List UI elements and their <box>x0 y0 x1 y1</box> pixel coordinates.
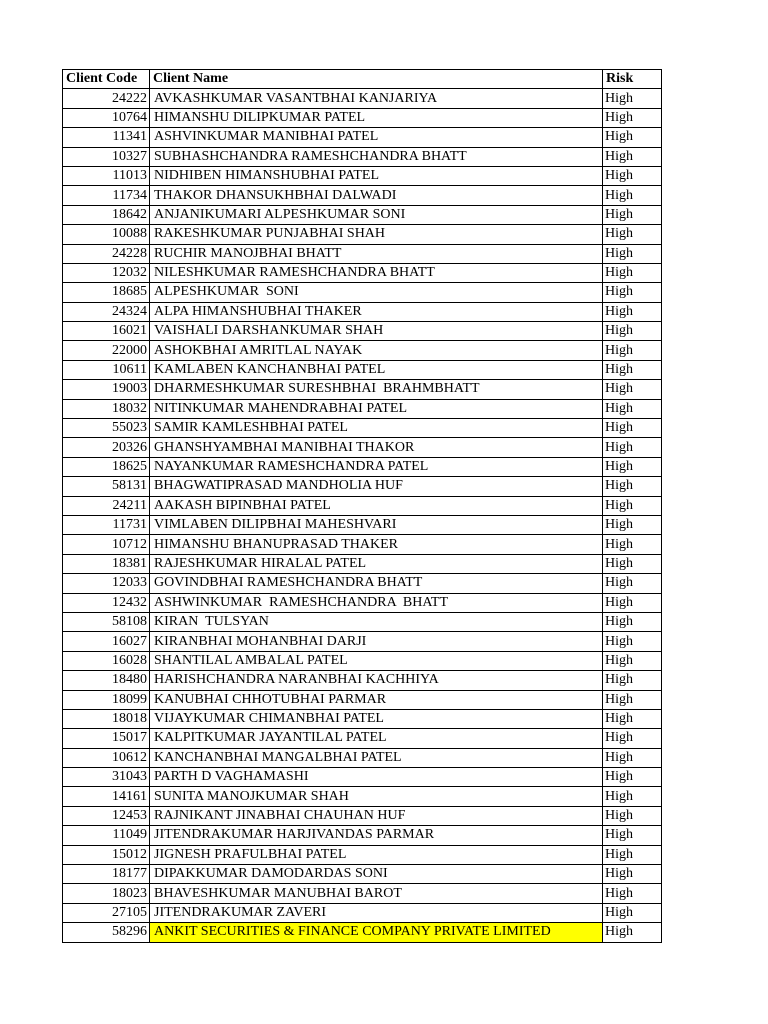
table-row <box>63 865 662 884</box>
risk-cell: High <box>603 477 662 496</box>
client-name-cell: AAKASH BIPINBHAI PATEL <box>150 496 603 515</box>
client-name-cell: NITINKUMAR MAHENDRABHAI PATEL <box>150 399 603 418</box>
table-row <box>63 806 662 825</box>
client-name-cell: PARTH D VAGHAMASHI <box>150 768 603 787</box>
table-row <box>63 322 662 341</box>
client-name-cell: AVKASHKUMAR VASANTBHAI KANJARIYA <box>150 89 603 108</box>
client-name-cell: ANKIT SECURITIES & FINANCE COMPANY PRIVATE LIMITED <box>150 923 603 942</box>
risk-cell: High <box>603 438 662 457</box>
client-name-cell: BHAGWATIPRASAD MANDHOLIA HUF <box>150 477 603 496</box>
table-row <box>63 826 662 845</box>
column-header-risk: Risk <box>603 70 662 89</box>
client-code-cell: 27105 <box>63 903 150 922</box>
risk-cell: High <box>603 147 662 166</box>
risk-cell: High <box>603 89 662 108</box>
table-row <box>63 593 662 612</box>
client-code-cell: 18023 <box>63 884 150 903</box>
table-row <box>63 477 662 496</box>
client-name-cell: NIDHIBEN HIMANSHUBHAI PATEL <box>150 166 603 185</box>
client-code-cell: 24222 <box>63 89 150 108</box>
client-name-cell: SUNITA MANOJKUMAR SHAH <box>150 787 603 806</box>
client-name-cell: GHANSHYAMBHAI MANIBHAI THAKOR <box>150 438 603 457</box>
risk-cell: High <box>603 768 662 787</box>
client-name-cell: DHARMESHKUMAR SURESHBHAI BRAHMBHATT <box>150 380 603 399</box>
client-name-cell: DIPAKKUMAR DAMODARDAS SONI <box>150 865 603 884</box>
header-row <box>63 70 662 89</box>
client-code-cell: 12432 <box>63 593 150 612</box>
client-code-cell: 16021 <box>63 322 150 341</box>
table-row <box>63 515 662 534</box>
risk-cell: High <box>603 186 662 205</box>
risk-cell: High <box>603 865 662 884</box>
client-code-cell: 18381 <box>63 554 150 573</box>
risk-cell: High <box>603 923 662 942</box>
client-code-cell: 15012 <box>63 845 150 864</box>
risk-cell: High <box>603 554 662 573</box>
client-code-cell: 24228 <box>63 244 150 263</box>
risk-cell: High <box>603 360 662 379</box>
table-row <box>63 399 662 418</box>
table-row <box>63 496 662 515</box>
client-code-cell: 12453 <box>63 806 150 825</box>
client-code-cell: 11013 <box>63 166 150 185</box>
client-name-cell: SAMIR KAMLESHBHAI PATEL <box>150 419 603 438</box>
risk-cell: High <box>603 787 662 806</box>
risk-cell: High <box>603 671 662 690</box>
client-name-cell: KANCHANBHAI MANGALBHAI PATEL <box>150 748 603 767</box>
client-name-cell: KANUBHAI CHHOTUBHAI PARMAR <box>150 690 603 709</box>
table-row <box>63 108 662 127</box>
client-name-cell: RAKESHKUMAR PUNJABHAI SHAH <box>150 225 603 244</box>
client-name-cell: SUBHASHCHANDRA RAMESHCHANDRA BHATT <box>150 147 603 166</box>
risk-cell: High <box>603 806 662 825</box>
risk-cell: High <box>603 903 662 922</box>
client-name-cell: ANJANIKUMARI ALPESHKUMAR SONI <box>150 205 603 224</box>
risk-cell: High <box>603 690 662 709</box>
client-code-cell: 24211 <box>63 496 150 515</box>
client-name-cell: RAJNIKANT JINABHAI CHAUHAN HUF <box>150 806 603 825</box>
table-row <box>63 166 662 185</box>
table-row <box>63 244 662 263</box>
client-code-cell: 11731 <box>63 515 150 534</box>
client-name-cell: THAKOR DHANSUKHBHAI DALWADI <box>150 186 603 205</box>
client-code-cell: 10327 <box>63 147 150 166</box>
client-name-cell: ASHOKBHAI AMRITLAL NAYAK <box>150 341 603 360</box>
client-name-cell: RAJESHKUMAR HIRALAL PATEL <box>150 554 603 573</box>
table-row <box>63 438 662 457</box>
client-code-cell: 10088 <box>63 225 150 244</box>
client-name-cell: SHANTILAL AMBALAL PATEL <box>150 651 603 670</box>
table-row <box>63 147 662 166</box>
table-row <box>63 729 662 748</box>
client-code-cell: 11049 <box>63 826 150 845</box>
table-row <box>63 574 662 593</box>
client-risk-table <box>62 69 662 943</box>
client-name-cell: JITENDRAKUMAR HARJIVANDAS PARMAR <box>150 826 603 845</box>
table-row <box>63 419 662 438</box>
client-code-cell: 10712 <box>63 535 150 554</box>
client-code-cell: 15017 <box>63 729 150 748</box>
table-row <box>63 554 662 573</box>
client-code-cell: 10611 <box>63 360 150 379</box>
client-code-cell: 18099 <box>63 690 150 709</box>
risk-cell: High <box>603 729 662 748</box>
risk-cell: High <box>603 748 662 767</box>
column-header-client-code: Client Code <box>63 70 150 89</box>
client-code-cell: 18642 <box>63 205 150 224</box>
client-name-cell: JITENDRAKUMAR ZAVERI <box>150 903 603 922</box>
table-row <box>63 787 662 806</box>
risk-cell: High <box>603 263 662 282</box>
client-name-cell: NAYANKUMAR RAMESHCHANDRA PATEL <box>150 457 603 476</box>
client-code-cell: 31043 <box>63 768 150 787</box>
client-code-cell: 19003 <box>63 380 150 399</box>
risk-cell: High <box>603 612 662 631</box>
risk-cell: High <box>603 166 662 185</box>
table-row <box>63 128 662 147</box>
column-header-client-name: Client Name <box>150 70 603 89</box>
client-name-cell: BHAVESHKUMAR MANUBHAI BAROT <box>150 884 603 903</box>
client-code-cell: 20326 <box>63 438 150 457</box>
risk-cell: High <box>603 205 662 224</box>
risk-cell: High <box>603 535 662 554</box>
client-name-cell: NILESHKUMAR RAMESHCHANDRA BHATT <box>150 263 603 282</box>
client-code-cell: 24324 <box>63 302 150 321</box>
client-name-cell: VAISHALI DARSHANKUMAR SHAH <box>150 322 603 341</box>
risk-cell: High <box>603 496 662 515</box>
table-row <box>63 186 662 205</box>
risk-cell: High <box>603 632 662 651</box>
risk-cell: High <box>603 515 662 534</box>
table-row <box>63 457 662 476</box>
risk-cell: High <box>603 845 662 864</box>
table-row <box>63 89 662 108</box>
risk-cell: High <box>603 341 662 360</box>
client-code-cell: 12032 <box>63 263 150 282</box>
client-name-cell: ALPA HIMANSHUBHAI THAKER <box>150 302 603 321</box>
client-code-cell: 58108 <box>63 612 150 631</box>
client-name-cell: ALPESHKUMAR SONI <box>150 283 603 302</box>
client-risk-sheet <box>62 69 662 943</box>
client-name-cell: KAMLABEN KANCHANBHAI PATEL <box>150 360 603 379</box>
client-name-cell: HIMANSHU DILIPKUMAR PATEL <box>150 108 603 127</box>
table-row <box>63 302 662 321</box>
client-code-cell: 10764 <box>63 108 150 127</box>
client-code-cell: 11734 <box>63 186 150 205</box>
client-code-cell: 18032 <box>63 399 150 418</box>
risk-cell: High <box>603 884 662 903</box>
client-code-cell: 18685 <box>63 283 150 302</box>
table-body <box>63 89 662 942</box>
client-code-cell: 18177 <box>63 865 150 884</box>
risk-cell: High <box>603 225 662 244</box>
client-code-cell: 16027 <box>63 632 150 651</box>
client-name-cell: KIRANBHAI MOHANBHAI DARJI <box>150 632 603 651</box>
table-row <box>63 923 662 942</box>
client-name-cell: KALPITKUMAR JAYANTILAL PATEL <box>150 729 603 748</box>
client-code-cell: 22000 <box>63 341 150 360</box>
risk-cell: High <box>603 322 662 341</box>
table-row <box>63 768 662 787</box>
client-name-cell: GOVINDBHAI RAMESHCHANDRA BHATT <box>150 574 603 593</box>
risk-cell: High <box>603 244 662 263</box>
table-row <box>63 671 662 690</box>
table-row <box>63 205 662 224</box>
table-row <box>63 651 662 670</box>
client-code-cell: 14161 <box>63 787 150 806</box>
risk-cell: High <box>603 457 662 476</box>
client-name-cell: HARISHCHANDRA NARANBHAI KACHHIYA <box>150 671 603 690</box>
client-code-cell: 55023 <box>63 419 150 438</box>
risk-cell: High <box>603 380 662 399</box>
risk-cell: High <box>603 709 662 728</box>
table-row <box>63 341 662 360</box>
table-row <box>63 283 662 302</box>
client-name-cell: JIGNESH PRAFULBHAI PATEL <box>150 845 603 864</box>
client-code-cell: 58296 <box>63 923 150 942</box>
table-row <box>63 690 662 709</box>
table-row <box>63 380 662 399</box>
risk-cell: High <box>603 302 662 321</box>
table-row <box>63 535 662 554</box>
client-code-cell: 11341 <box>63 128 150 147</box>
client-code-cell: 12033 <box>63 574 150 593</box>
table-row <box>63 632 662 651</box>
risk-cell: High <box>603 574 662 593</box>
risk-cell: High <box>603 651 662 670</box>
client-name-cell: KIRAN TULSYAN <box>150 612 603 631</box>
table-row <box>63 748 662 767</box>
risk-cell: High <box>603 283 662 302</box>
table-row <box>63 225 662 244</box>
table-row <box>63 903 662 922</box>
table-row <box>63 612 662 631</box>
table-row <box>63 709 662 728</box>
risk-cell: High <box>603 128 662 147</box>
client-code-cell: 16028 <box>63 651 150 670</box>
client-name-cell: HIMANSHU BHANUPRASAD THAKER <box>150 535 603 554</box>
risk-cell: High <box>603 399 662 418</box>
risk-cell: High <box>603 826 662 845</box>
client-name-cell: RUCHIR MANOJBHAI BHATT <box>150 244 603 263</box>
table-row <box>63 263 662 282</box>
table-row <box>63 845 662 864</box>
client-code-cell: 18480 <box>63 671 150 690</box>
risk-cell: High <box>603 108 662 127</box>
risk-cell: High <box>603 593 662 612</box>
client-name-cell: ASHVINKUMAR MANIBHAI PATEL <box>150 128 603 147</box>
client-name-cell: ASHWINKUMAR RAMESHCHANDRA BHATT <box>150 593 603 612</box>
table-row <box>63 884 662 903</box>
client-name-cell: VIMLABEN DILIPBHAI MAHESHVARI <box>150 515 603 534</box>
risk-cell: High <box>603 419 662 438</box>
client-name-cell: VIJAYKUMAR CHIMANBHAI PATEL <box>150 709 603 728</box>
table-row <box>63 360 662 379</box>
client-code-cell: 10612 <box>63 748 150 767</box>
client-code-cell: 58131 <box>63 477 150 496</box>
client-code-cell: 18018 <box>63 709 150 728</box>
client-code-cell: 18625 <box>63 457 150 476</box>
